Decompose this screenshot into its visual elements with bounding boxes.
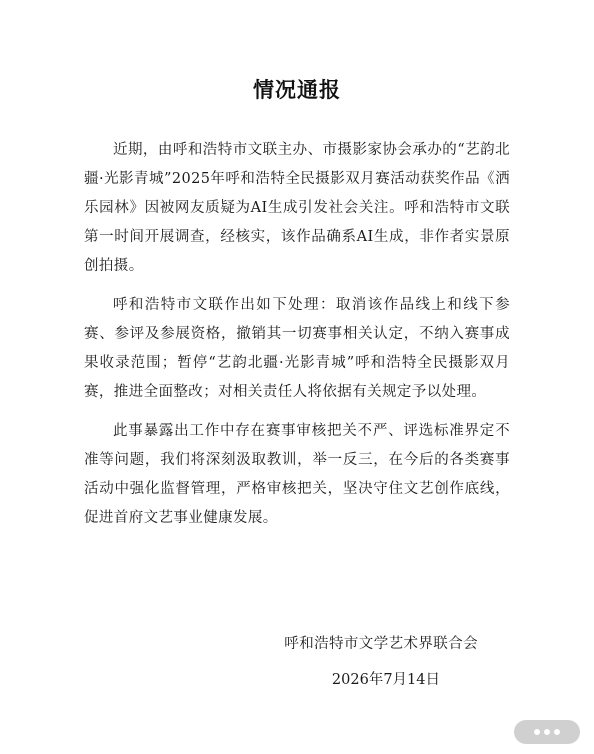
paragraph-3: 此事暴露出工作中存在赛事审核把关不严、评选标准界定不准等问题，我们将深刻汲取教训，举一反三，在今后的各类赛事活动中强化监督管理，严格审核把关，坚决守住文艺创作底线，促进首府文艺事业健康发展。 xyxy=(84,423,510,526)
more-dots-icon[interactable] xyxy=(514,720,580,744)
document-body xyxy=(84,136,510,543)
dot xyxy=(534,729,540,735)
dot xyxy=(544,729,550,735)
paragraph-1: 近期，由呼和浩特市文联主办、市摄影家协会承办的“艺韵北疆·光影青城”2025年呼和浩特全民摄影双月赛活动获奖作品《洒乐园林》因被网友质疑为AI生成引发社会关注。呼和浩特市文联第一时间开展调查，经核实，该作品确系AI生成，非作者实景原创拍摄。 xyxy=(84,142,510,274)
signature-date: 2026年7月14日 xyxy=(331,672,440,688)
signature-org: 呼和浩特市文学艺术界联合会 xyxy=(284,636,478,652)
dot xyxy=(554,729,560,735)
document-title: 情况通报 xyxy=(253,77,341,102)
paragraph-2: 呼和浩特市文联作出如下处理：取消该作品线上和线下参赛、参评及参展资格，撤销其一切赛事相关认定，不纳入赛事成果收录范围；暂停“艺韵北疆·光影青城”呼和浩特全民摄影双月赛，推进全面整改；对相关责任人将依据有关规定予以处理。 xyxy=(84,297,510,400)
